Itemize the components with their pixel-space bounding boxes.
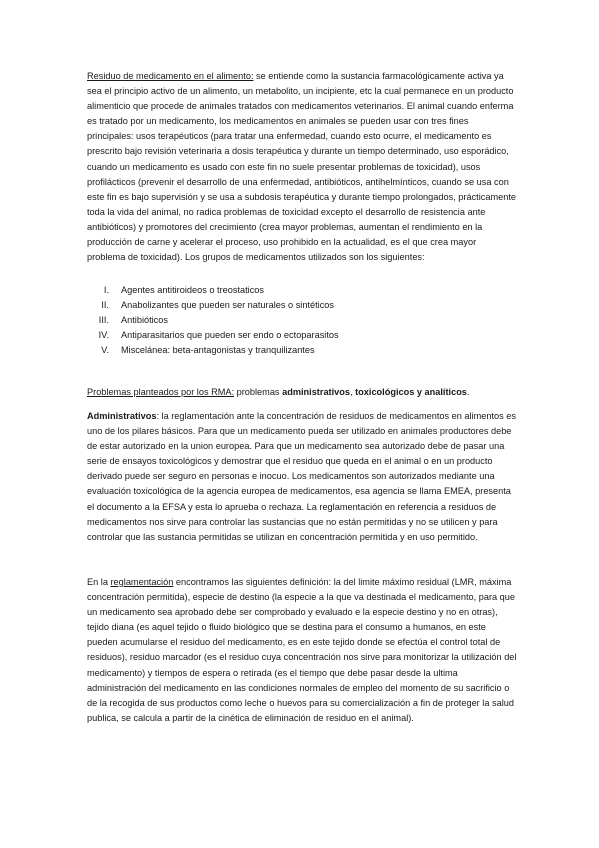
problemas-bold-toxicologicos: toxicológicos y analíticos — [355, 387, 467, 397]
list-item — [87, 328, 517, 343]
problemas-sep: , — [350, 387, 356, 397]
problemas-bold-administrativos: administrativos — [282, 387, 350, 397]
list-item-text: Antibióticos — [121, 315, 168, 326]
list-item-number: IV. — [98, 330, 109, 341]
paragraph-residuo — [87, 69, 517, 265]
term-problemas: Problemas planteados por los RMA: — [87, 387, 235, 397]
list-item-number: III. — [98, 315, 109, 326]
list-item-text: Agentes antitiroideos o treostaticos — [121, 285, 264, 295]
paragraph-reglamentacion — [87, 575, 517, 726]
paragraph-administrativos-body: : la reglamentación ante la concentración de residuos de medicamentos en alimentos es uno de los pilares básicos. Para que un medicamento pueda ser utilizado en animales productores debe de estar autorizado en la union europea. Para que un medicamento sea autorizado debe de pasar una serie de ensayos toxicológicos y demostrar que el residuo que queda en el animal o en un producto derivado puede ser seguro en personas e inocuo. Los medicamentos son autorizados mediante una evaluación toxicológica de la agencia europea de medicamentos, esa agencia se llama EMEA, presenta el documento a la EFSA y esta lo aprueba o rechaza. La reglamentación en referencia a residuos de medicamentos nos sirve para controlar las sustancias que no están permitidas y no se utilicen y para controlar que las sustancia permitidas se utilizan en concentración permitida y en uso permitido. — [87, 411, 516, 542]
paragraph-problemas — [87, 385, 517, 400]
paragraph-reglamentacion-body: encontramos las siguientes definición: la del limite máximo residual (LMR, máxima concentración permitida), especie de destino (la especie a la que va destinada el medicamento, para que un medicamento sea aprobado debe ser comprobado y evaluado e la especie destino y no en otras), tejido diana (es aquel tejido o fluido biológico que se destina para el consumo a humanos, en este pueden acumularse el residuo del medicamento, es en este tejido donde se efectúa el control total de residuos), residuo marcador (es el residuo cuya concentración nos sirve para monitorizar la utilización del medicamento) y tiempos de espera o retirada (es el tiempo que debe pasar desde la ultima administración del medicamento en las condiciones normales de empleo del momento de su sacrificio o de la recogida de sus productos como leche o huevos para su comercialización a fin de proteger la salud publica, se calcula a partir de la cinética de eliminación de residuo en el animal). — [87, 577, 517, 723]
term-reglamentacion: reglamentación — [110, 577, 174, 587]
list-item-text: Miscelánea: beta-antagonistas y tranquilizantes — [121, 345, 315, 356]
list-item-text: Antiparasitarios que pueden ser endo o ectoparasitos — [121, 330, 339, 341]
list-item — [87, 298, 517, 313]
list-item-number: V. — [101, 345, 109, 356]
reglamentacion-pre: En la — [87, 577, 111, 587]
problemas-end: . — [466, 387, 470, 397]
list-item-text: Anabolizantes que pueden ser naturales o sintéticos — [121, 300, 334, 311]
list-item-number: I. — [103, 285, 109, 295]
list-item — [87, 313, 517, 328]
term-residuo: Residuo de medicamento en el alimento: — [87, 71, 254, 81]
list-item — [87, 283, 517, 298]
list-item — [87, 343, 517, 358]
medication-groups-list — [87, 283, 517, 358]
list-item-number: II. — [101, 300, 109, 311]
problemas-pre: problemas — [234, 387, 283, 397]
term-administrativos: Administrativos — [87, 411, 157, 421]
paragraph-residuo-body: se entiende como la sustancia farmacológicamente activa ya sea el principio activo de un alimento, un metabolito, un incipiente, etc la cual permanece en un producto alimenticio que procede de animales tratados con medicamentos veterinarios. El animal cuando enferma es tratado por un medicamento, los medicamentos en animales se pueden usar con tres fines principales: usos terapéuticos (para tratar una enfermedad, cuando esto ocurre, el medicamento es prescrito bajo revisión veterinaria a dosis terapéutica y durante un tiempo determinado, uso esporádico, cuando un medicamento es usado con este fin no suele presentar problemas de toxicidad), usos profilácticos (prevenir el desarrollo de una enfermedad, antibióticos, antihelmínticos, cuando se usa con este fin es bajo supervisión y se usa a subdosis terapéutica y durante tiempo prolongados, prácticamente toda la vida del animal, no radica problemas de toxicidad excepto el desarrollo de resistencia ante antibióticos) y promotores del crecimiento (crea mayor problemas, aumentan el rendimiento en la producción de carne y acelerar el proceso, uso prohibido en la actualidad, es el que crea mayor problema de toxicidad). Los grupos de medicamentos utilizados son los siguientes: — [87, 71, 516, 263]
paragraph-administrativos — [87, 409, 517, 545]
